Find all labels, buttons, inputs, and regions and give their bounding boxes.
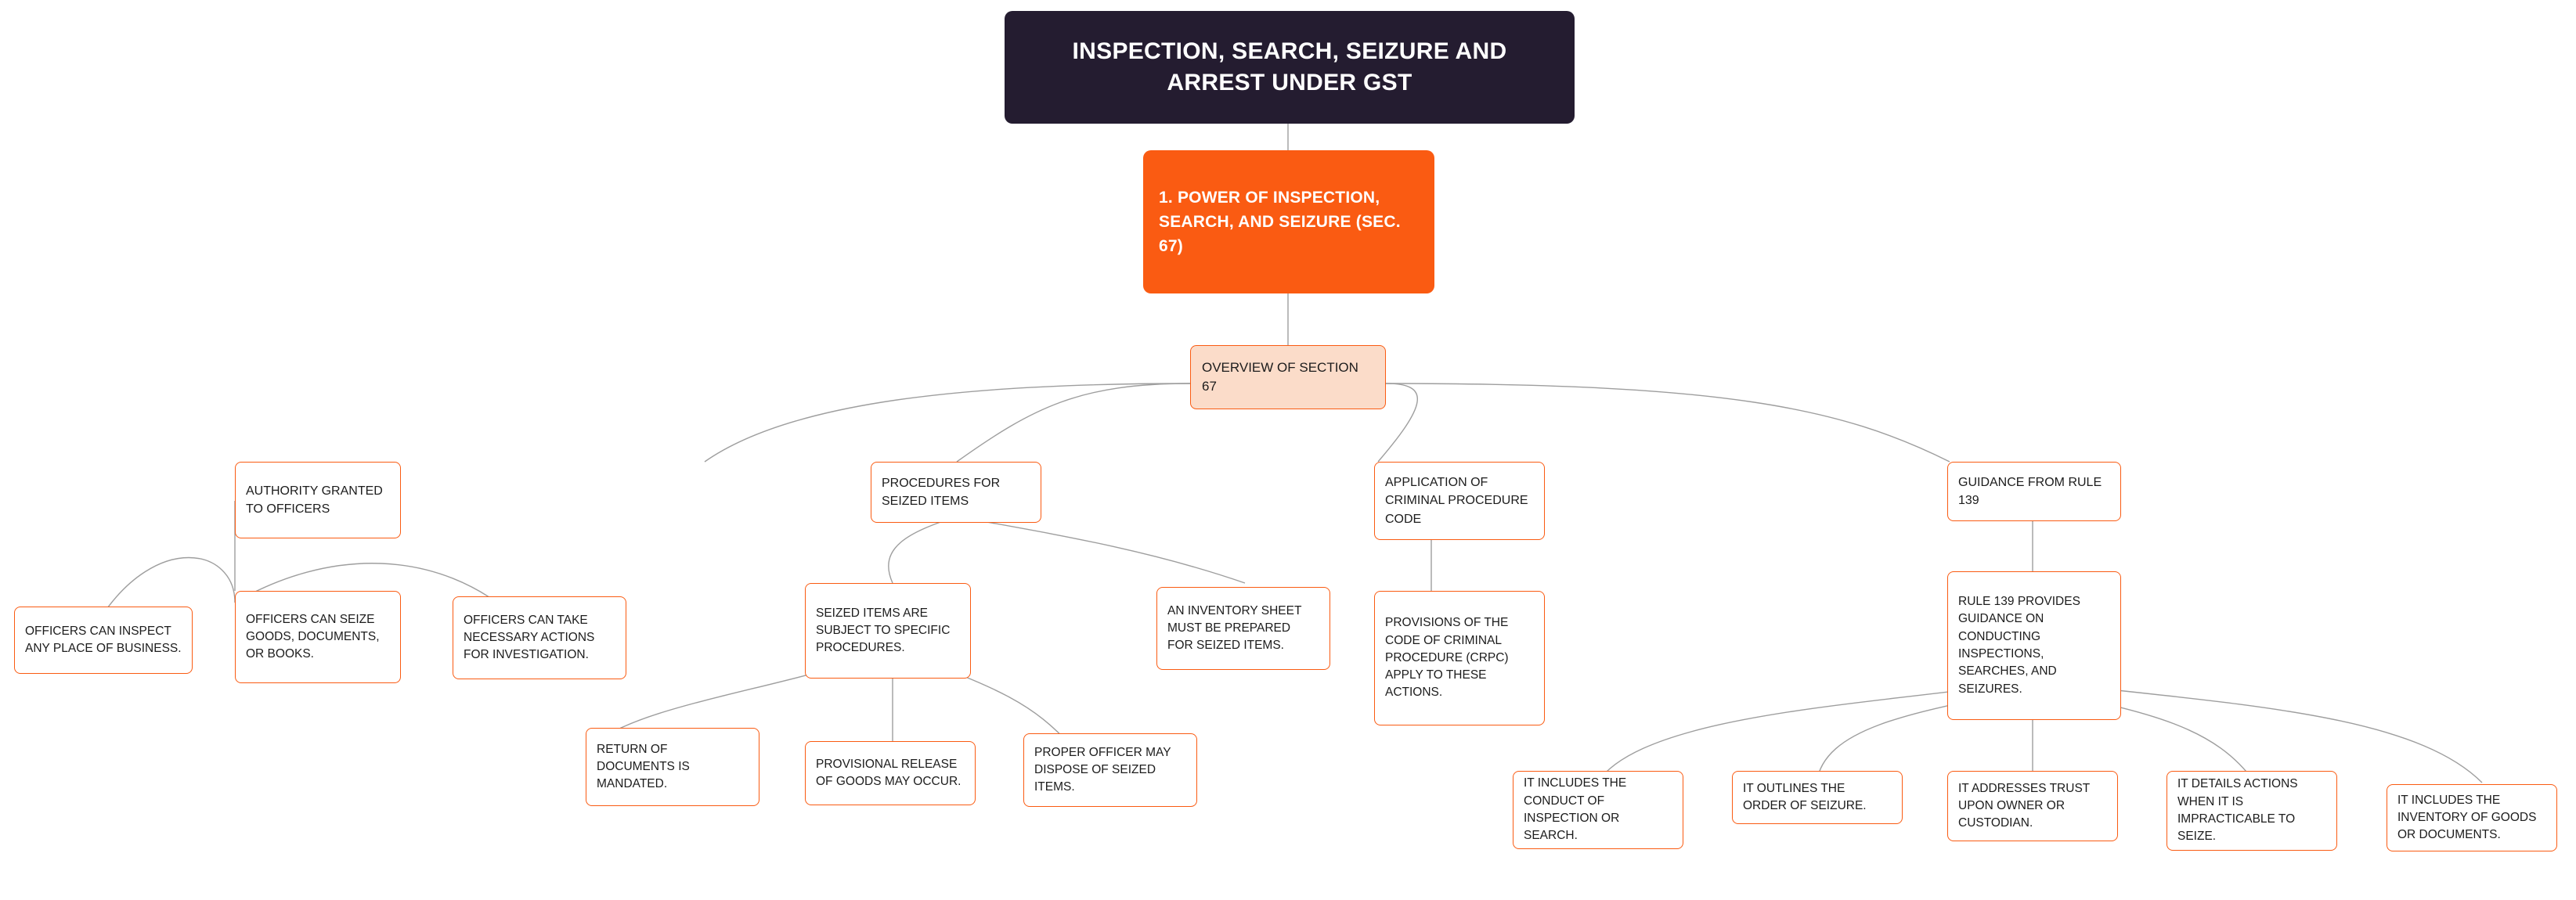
leaf-node-label: IT ADDRESSES TRUST UPON OWNER OR CUSTODIAN. (1958, 781, 2090, 830)
leaf-node-rule139-guidance[interactable] (1947, 571, 2121, 720)
leaf-node-return-documents[interactable] (586, 728, 759, 806)
level1-node-label: 1. POWER OF INSPECTION, SEARCH, AND SEIZURE (SEC. 67) (1159, 188, 1401, 256)
leaf-node-conduct-inspection[interactable] (1513, 771, 1683, 849)
branch-node-authority[interactable] (235, 462, 401, 538)
level1-node[interactable] (1143, 150, 1434, 293)
leaf-node-label: PROVISIONS OF THE CODE OF CRIMINAL PROCEDURE (CRPC) APPLY TO THESE ACTIONS. (1385, 616, 1509, 700)
branch-node-label: AUTHORITY GRANTED TO OFFICERS (246, 484, 383, 516)
leaf-node-label: AN INVENTORY SHEET MUST BE PREPARED FOR SEIZED ITEMS. (1167, 603, 1302, 653)
leaf-node-label: SEIZED ITEMS ARE SUBJECT TO SPECIFIC PROCEDURES. (816, 606, 951, 655)
leaf-node-label: RULE 139 PROVIDES GUIDANCE ON CONDUCTING INSPECTIONS, SEARCHES, AND SEIZURES. (1958, 595, 2080, 696)
link-branch2-child5 (957, 517, 1245, 583)
leaf-node-label: OFFICERS CAN SEIZE GOODS, DOCUMENTS, OR BOOKS. (246, 612, 380, 661)
leaf-node-specific-procedures[interactable] (805, 583, 971, 679)
leaf-node-impracticable-seize[interactable] (2167, 771, 2337, 851)
leaf-node-seize-goods[interactable] (235, 591, 401, 683)
leaf-node-necessary-actions[interactable] (453, 596, 626, 679)
leaf-node-label: IT INCLUDES THE CONDUCT OF INSPECTION OR SEARCH. (1524, 776, 1627, 843)
link-level2-to-branch-1 (705, 383, 1190, 462)
root-node[interactable] (1005, 11, 1575, 124)
leaf-node-inventory-sheet[interactable] (1156, 587, 1330, 670)
leaf-node-label: RETURN OF DOCUMENTS IS MANDATED. (597, 742, 690, 791)
leaf-node-inspect-place[interactable] (14, 607, 193, 674)
leaf-node-label: IT DETAILS ACTIONS WHEN IT IS IMPRACTICABLE TO SEIZE. (2177, 777, 2298, 844)
link-level2-to-branch-4 (1386, 383, 1950, 462)
level2-node[interactable] (1190, 345, 1386, 409)
leaf-node-label: IT INCLUDES THE INVENTORY OF GOODS OR DOCUMENTS. (2397, 793, 2537, 842)
leaf-node-dispose-seized[interactable] (1023, 733, 1197, 807)
link-branch2-child1 (889, 517, 957, 583)
root-node-label: INSPECTION, SEARCH, SEIZURE AND ARREST UNDER GST (1072, 38, 1507, 95)
leaf-node-label: PROVISIONAL RELEASE OF GOODS MAY OCCUR. (816, 757, 961, 788)
leaf-node-crpc-provisions[interactable] (1374, 591, 1545, 725)
leaf-node-provisional-release[interactable] (805, 741, 976, 805)
leaf-node-label: OFFICERS CAN TAKE NECESSARY ACTIONS FOR INVESTIGATION. (464, 613, 595, 662)
level2-node-label: OVERVIEW OF SECTION 67 (1202, 359, 1358, 394)
branch-node-rule139[interactable] (1947, 462, 2121, 521)
branch-node-procedures[interactable] (871, 462, 1041, 523)
branch-node-label: PROCEDURES FOR SEIZED ITEMS (882, 476, 1001, 508)
leaf-node-trust-custodian[interactable] (1947, 771, 2118, 841)
leaf-node-label: OFFICERS CAN INSPECT ANY PLACE OF BUSINESS. (25, 624, 182, 655)
leaf-node-label: IT OUTLINES THE ORDER OF SEIZURE. (1743, 781, 1867, 812)
branch-node-label: APPLICATION OF CRIMINAL PROCEDURE CODE (1385, 476, 1528, 526)
leaf-node-inventory-goods[interactable] (2387, 784, 2557, 851)
branch-node-crpc[interactable] (1374, 462, 1545, 540)
branch-node-label: GUIDANCE FROM RULE 139 (1958, 475, 2102, 507)
link-level2-to-branch-2 (957, 383, 1190, 462)
leaf-node-order-seizure[interactable] (1732, 771, 1903, 824)
leaf-node-label: PROPER OFFICER MAY DISPOSE OF SEIZED ITEMS. (1034, 745, 1171, 794)
